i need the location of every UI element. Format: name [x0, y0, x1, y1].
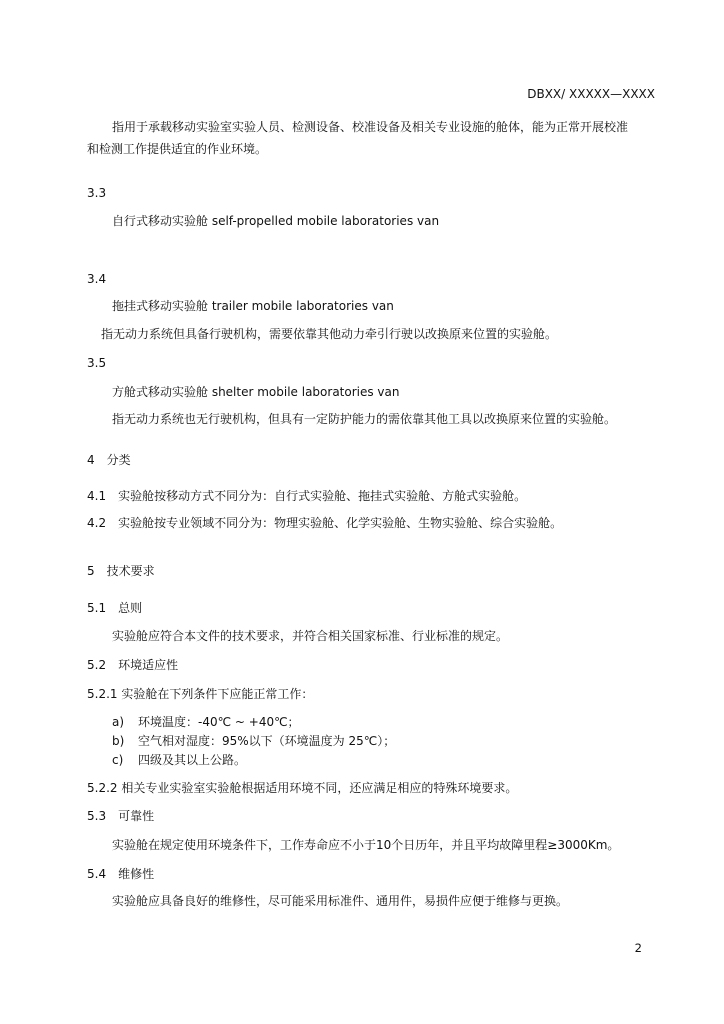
list-item [112, 714, 300, 730]
clause-5-3-heading: 5.3 可靠性 [87, 809, 155, 823]
clause-4-1: 4.1 实验舱按移动方式不同分为：自行式实验舱、拖挂式实验舱、方舱式实验舱。 [87, 489, 527, 503]
term-3-3: 自行式移动实验舱 self-propelled mobile laboratories van [112, 214, 440, 228]
list-item-label: c) [112, 753, 124, 767]
intro-line-2: 和检测工作提供适宜的作业环境。 [87, 142, 268, 156]
clause-number-3-4: 3.4 [87, 272, 107, 286]
term-3-5: 方舱式移动实验舱 shelter mobile laboratories van [112, 385, 400, 399]
term-3-4: 拖挂式移动实验舱 trailer mobile laboratories van [112, 299, 394, 313]
page-number: 2 [634, 941, 642, 955]
document-header-code: DBXX/ XXXXX—XXXX [527, 87, 655, 101]
list-item-text: 四级及其以上公路。 [138, 753, 247, 767]
list-item-text: 环境温度：-40℃ ~ +40℃； [138, 715, 300, 729]
clause-5-2-1: 5.2.1 实验舱在下列条件下应能正常工作： [87, 687, 314, 701]
intro-line-1: 指用于承载移动实验室实验人员、检测设备、校准设备及相关专业设施的舱体，能为正常开展校准 [112, 120, 629, 134]
section-4-heading: 4 分类 [87, 453, 131, 467]
clause-number-3-5: 3.5 [87, 356, 107, 370]
clause-5-3-text: 实验舱在规定使用环境条件下，工作寿命应不小于10个日历年，并且平均故障里程≥3000Km。 [112, 838, 620, 852]
definition-3-5: 指无动力系统也无行驶机构，但具有一定防护能力的需依靠其他工具以改换原来位置的实验舱。 [112, 412, 617, 426]
list-item-text: 空气相对湿度：95%以下（环境温度为 25℃）； [138, 734, 396, 748]
section-5-heading: 5 技术要求 [87, 564, 155, 578]
list-item [112, 733, 395, 749]
clause-5-4-text: 实验舱应具备良好的维修性，尽可能采用标准件、通用件，易损件应便于维修与更换。 [112, 894, 569, 908]
clause-5-1-text: 实验舱应符合本文件的技术要求，并符合相关国家标准、行业标准的规定。 [112, 629, 509, 643]
clause-5-1-heading: 5.1 总则 [87, 601, 143, 615]
clause-5-2-2: 5.2.2 相关专业实验室实验舱根据适用环境不同，还应满足相应的特殊环境要求。 [87, 781, 518, 795]
clause-number-3-3: 3.3 [87, 186, 107, 200]
clause-5-2-heading: 5.2 环境适应性 [87, 658, 179, 672]
list-item-label: b) [112, 734, 125, 748]
list-item-label: a) [112, 715, 125, 729]
clause-5-4-heading: 5.4 维修性 [87, 867, 155, 881]
list-item [112, 752, 246, 768]
definition-3-4: 指无动力系统但具备行驶机构，需要依靠其他动力牵引行驶以改换原来位置的实验舱。 [101, 327, 558, 341]
clause-4-2: 4.2 实验舱按专业领域不同分为：物理实验舱、化学实验舱、生物实验舱、综合实验舱。 [87, 516, 563, 530]
